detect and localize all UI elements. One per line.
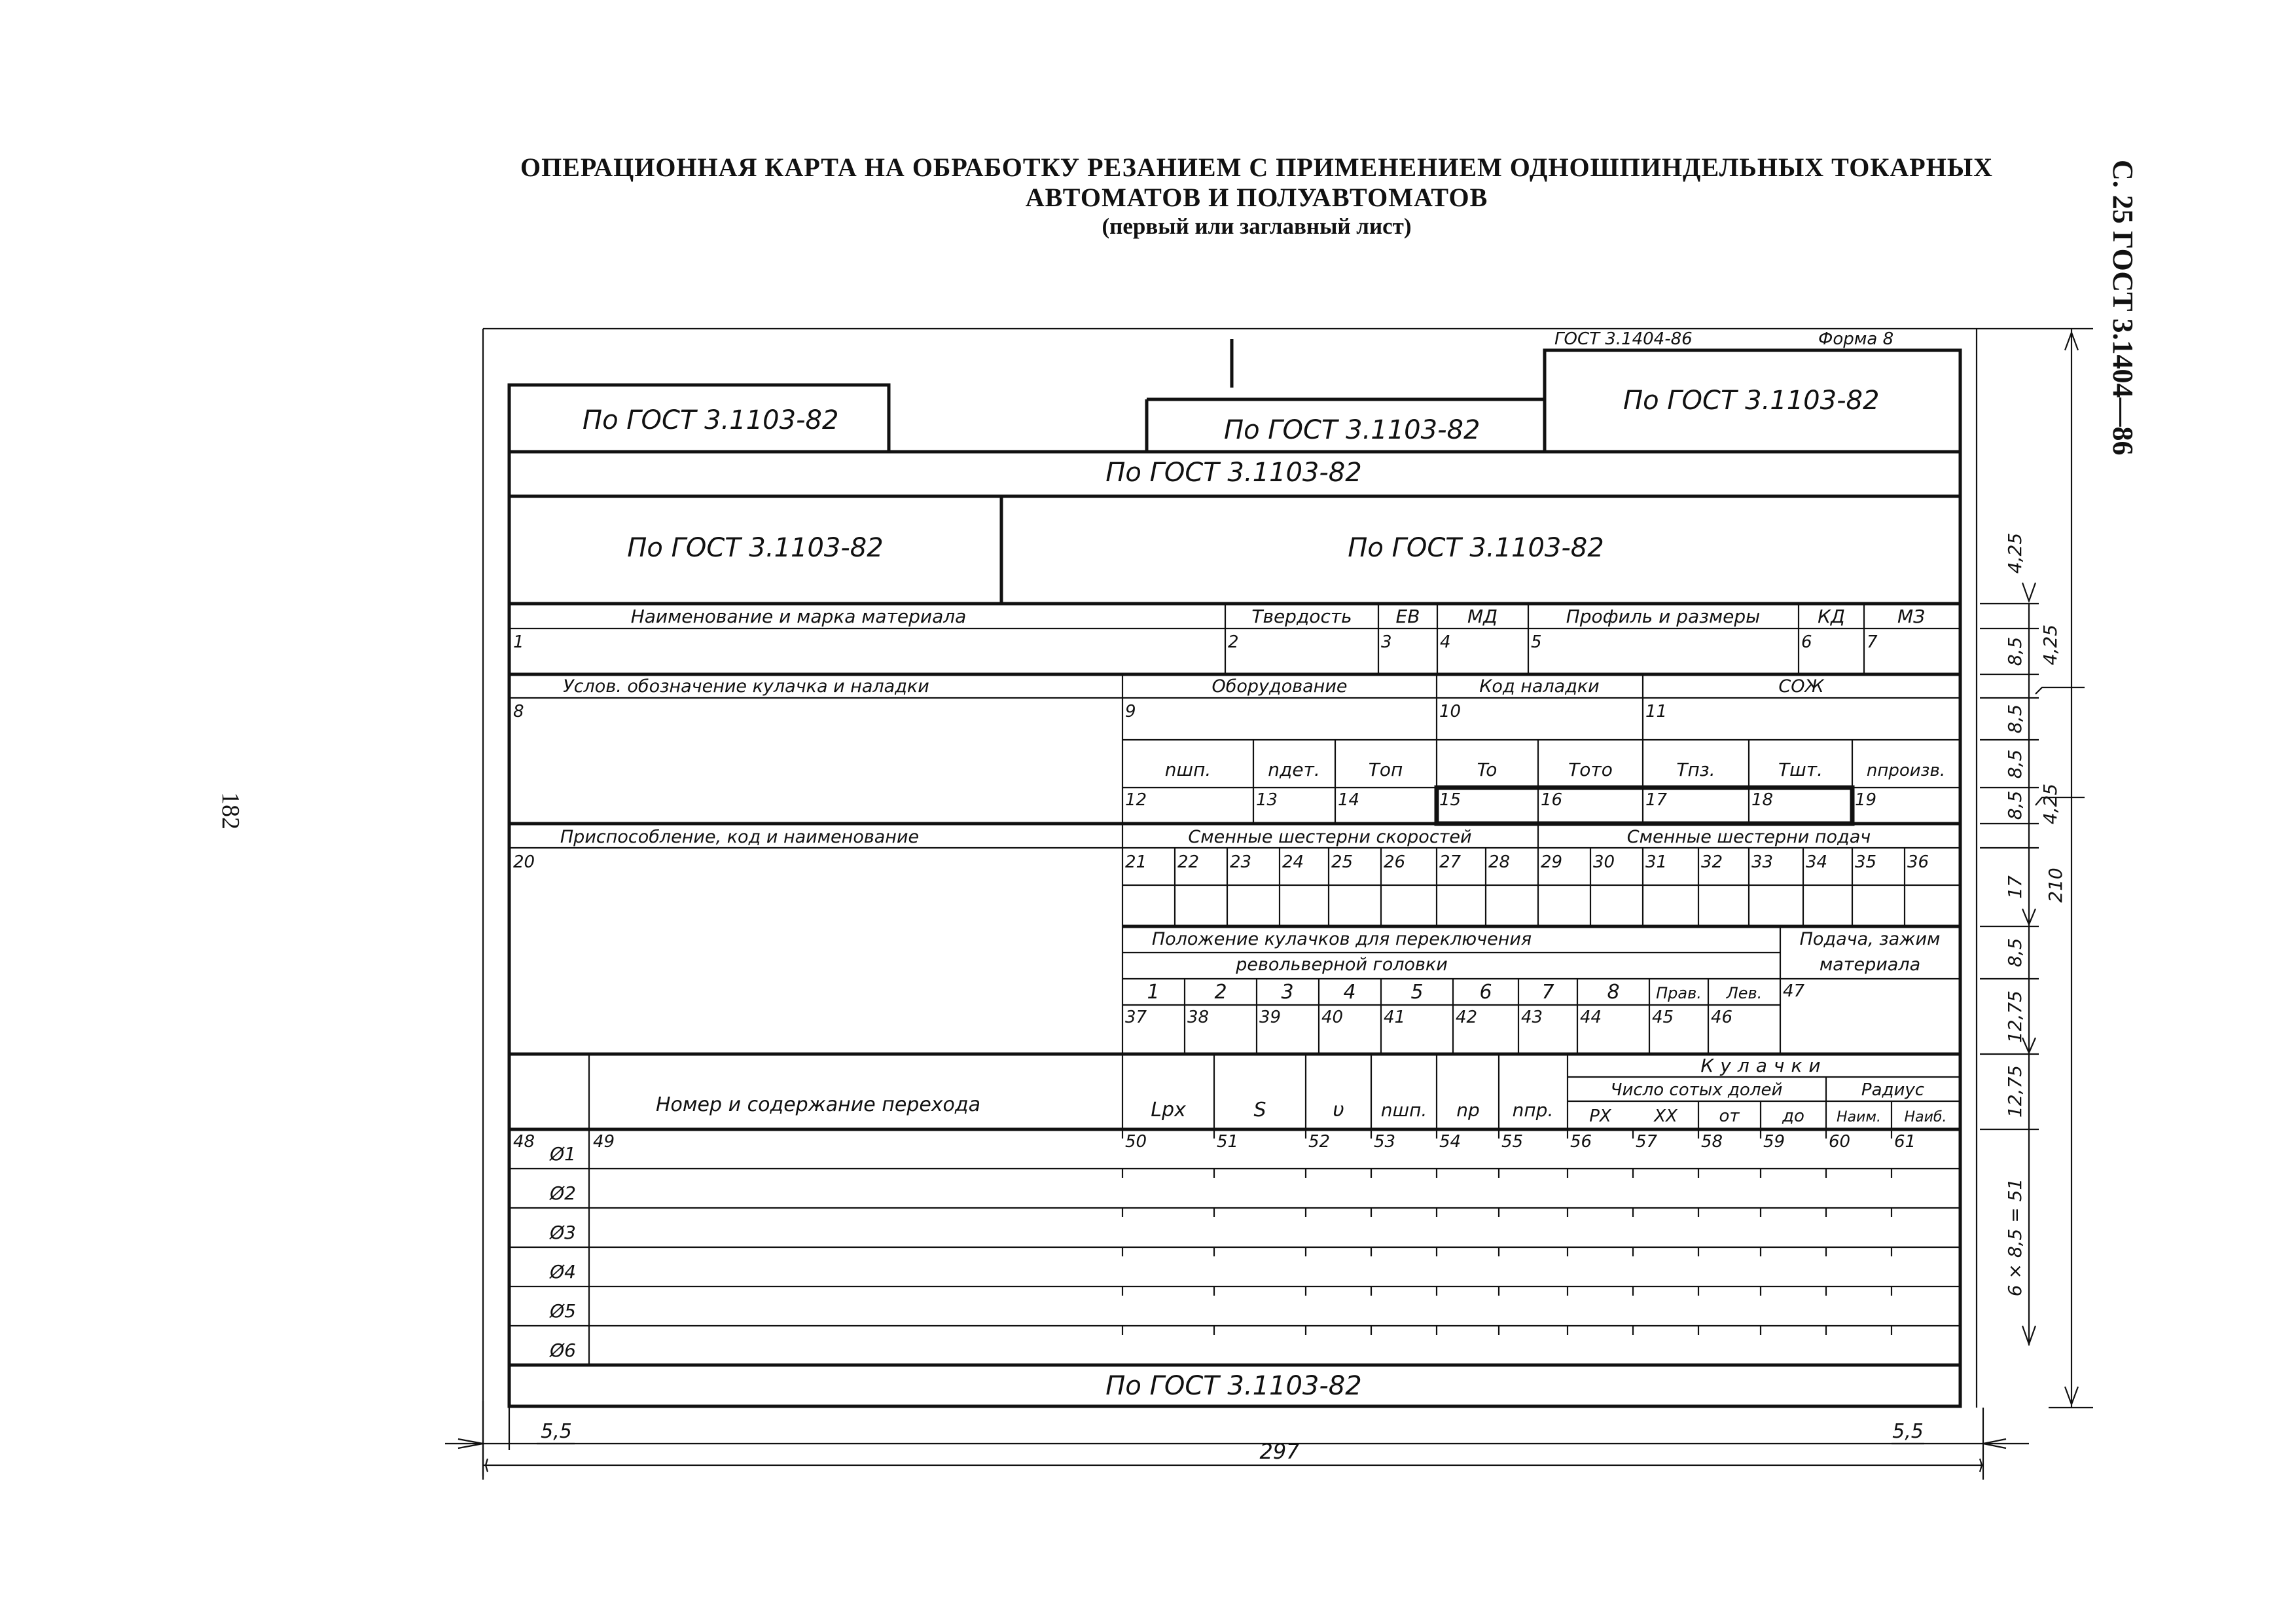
- field-number-33: 33: [1751, 852, 1774, 872]
- n-proizv-header: nпроизв.: [1866, 761, 1946, 780]
- field-number-37: 37: [1125, 1008, 1147, 1027]
- dim-rows: 6 × 8,5 = 51: [2004, 1178, 2026, 1297]
- md-header: МД: [1467, 606, 1498, 627]
- dim-8-5-b: 8,5: [2004, 704, 2026, 734]
- transition-rows: [509, 1169, 1960, 1365]
- field-number-40: 40: [1321, 1008, 1344, 1027]
- from-header: от: [1719, 1106, 1740, 1126]
- n-pr-header: nпр.: [1512, 1099, 1554, 1121]
- field-number-43: 43: [1521, 1008, 1543, 1027]
- field-number-2: 2: [1228, 632, 1239, 652]
- standard-label: ГОСТ 3.1404-86: [1554, 329, 1693, 349]
- transition-row-label-6: Ø6: [550, 1340, 576, 1361]
- field-number-61: 61: [1894, 1132, 1916, 1152]
- field-number-13: 13: [1256, 790, 1278, 810]
- position-label-3: 3: [1281, 981, 1294, 1004]
- field-number-45: 45: [1652, 1008, 1674, 1027]
- field-number-12: 12: [1125, 790, 1147, 810]
- feed-clamp-header-2: материала: [1819, 955, 1921, 975]
- field-number-11: 11: [1645, 702, 1668, 721]
- transition-row-labels: [549, 1143, 576, 1361]
- hardness-header: Твердость: [1251, 606, 1352, 627]
- vertical-dimensions: [2004, 533, 2066, 1296]
- v-header: υ: [1333, 1099, 1344, 1122]
- mz-header: МЗ: [1897, 606, 1926, 627]
- t-oto-header: Tото: [1568, 759, 1613, 780]
- to-header: до: [1782, 1106, 1804, 1126]
- transition-row-label-3: Ø3: [550, 1222, 576, 1243]
- lpx-header: Lpx: [1151, 1099, 1186, 1122]
- field-number-38: 38: [1187, 1008, 1210, 1027]
- ref-text-6: По ГОСТ 3.1103-82: [1348, 533, 1604, 563]
- position-label-2: 2: [1214, 981, 1227, 1004]
- dim-12-75-b: 12,75: [2004, 1065, 2026, 1118]
- field-number-23: 23: [1230, 852, 1252, 872]
- feed-clamp-header-1: Подача, зажим: [1799, 929, 1941, 949]
- field-number-52: 52: [1308, 1132, 1331, 1152]
- field-number-32: 32: [1701, 852, 1723, 872]
- field-number-60: 60: [1829, 1132, 1851, 1152]
- dim-8-5-c: 8,5: [2004, 749, 2026, 779]
- position-label-1: 1: [1147, 981, 1160, 1004]
- field-number-25: 25: [1331, 852, 1354, 872]
- field-number-36: 36: [1907, 852, 1929, 872]
- ref-text-3: По ГОСТ 3.1103-82: [1623, 386, 1880, 416]
- field-number-56: 56: [1570, 1132, 1592, 1152]
- field-number-14: 14: [1338, 790, 1360, 810]
- field-number-16: 16: [1541, 790, 1563, 810]
- px-header: PX: [1589, 1106, 1611, 1126]
- position-label-4: 4: [1343, 981, 1356, 1004]
- field-number-47: 47: [1783, 981, 1805, 1001]
- s-header: S: [1253, 1099, 1266, 1122]
- kd-header: КД: [1818, 606, 1845, 627]
- transition-header: Номер и содержание перехода: [655, 1093, 981, 1116]
- field-number-49: 49: [593, 1132, 615, 1152]
- fixture-header: Приспособление, код и наименование: [560, 827, 920, 847]
- field-number-44: 44: [1580, 1008, 1602, 1027]
- equipment-header: Оборудование: [1211, 676, 1348, 697]
- field-number-55: 55: [1501, 1132, 1524, 1152]
- field-number-1: 1: [513, 632, 524, 652]
- document-title-line2: АВТОМАТОВ И ПОЛУАВТОМАТОВ: [1025, 183, 1488, 212]
- radius-min-header: Наим.: [1837, 1109, 1881, 1125]
- dim-4-25-c: 4,25: [2039, 783, 2061, 825]
- position-label-6: 6: [1479, 981, 1492, 1004]
- radius-header: Радиус: [1861, 1080, 1925, 1100]
- field-number-59: 59: [1763, 1132, 1785, 1152]
- position-label-10: Лев.: [1726, 984, 1763, 1002]
- field-number-51: 51: [1217, 1132, 1239, 1152]
- transition-row-label-5: Ø5: [550, 1300, 576, 1322]
- field-number-54: 54: [1439, 1132, 1462, 1152]
- ref-text-4: По ГОСТ 3.1103-82: [1105, 458, 1362, 488]
- dim-4-25-b: 4,25: [2039, 624, 2061, 666]
- field-number-7: 7: [1867, 632, 1878, 652]
- cam-header: Услов. обозначение кулачка и наладки: [563, 676, 929, 697]
- field-number-17: 17: [1645, 790, 1668, 810]
- dim-margin-left: 5,5: [541, 1420, 572, 1443]
- feed-gears-header: Сменные шестерни подач: [1626, 827, 1871, 847]
- ref-text-5: По ГОСТ 3.1103-82: [627, 533, 884, 563]
- t-o-header: To: [1477, 759, 1498, 780]
- xx-header: XX: [1654, 1106, 1677, 1126]
- coolant-header: СОЖ: [1778, 676, 1824, 697]
- field-number-50: 50: [1125, 1132, 1147, 1152]
- n-shp2-header: nшп.: [1380, 1099, 1427, 1121]
- field-number-48: 48: [513, 1132, 535, 1152]
- field-number-57: 57: [1636, 1132, 1658, 1152]
- field-number-8: 8: [513, 702, 524, 721]
- field-number-34: 34: [1806, 852, 1828, 872]
- field-number-53: 53: [1374, 1132, 1396, 1152]
- field-number-10: 10: [1439, 702, 1462, 721]
- field-number-28: 28: [1488, 852, 1511, 872]
- dim-17: 17: [2004, 875, 2026, 899]
- field-number-22: 22: [1177, 852, 1200, 872]
- field-number-4: 4: [1440, 632, 1451, 652]
- revolver-positions: [1147, 981, 1762, 1004]
- form-number-label: Форма 8: [1818, 329, 1894, 349]
- field-number-9: 9: [1125, 702, 1136, 721]
- t-sht-header: Tшт.: [1778, 759, 1823, 780]
- field-number-27: 27: [1439, 852, 1462, 872]
- page-number: 182: [217, 792, 244, 830]
- field-number-26: 26: [1384, 852, 1406, 872]
- t-op-header: Tоп: [1368, 759, 1403, 780]
- material-header: Наименование и марка материала: [630, 606, 967, 627]
- field-number-30: 30: [1593, 852, 1615, 872]
- n-det-header: nдет.: [1268, 759, 1320, 780]
- dim-8-5-a: 8,5: [2004, 636, 2026, 666]
- dim-8-5-d: 8,5: [2004, 790, 2026, 820]
- field-number-19: 19: [1855, 790, 1877, 810]
- ev-header: ЕВ: [1395, 606, 1420, 627]
- field-number-3: 3: [1381, 632, 1392, 652]
- document-title-line1: ОПЕРАЦИОННАЯ КАРТА НА ОБРАБОТКУ РЕЗАНИЕМ С ПРИМЕНЕНИЕМ ОДНОШПИНДЕЛЬНЫХ ТОКАРНЫХ: [520, 153, 1993, 182]
- radius-max-header: Наиб.: [1904, 1109, 1947, 1125]
- position-label-5: 5: [1410, 981, 1424, 1004]
- position-label-9: Прав.: [1656, 984, 1702, 1002]
- speed-gears-header: Сменные шестерни скоростей: [1188, 827, 1472, 847]
- position-label-7: 7: [1541, 981, 1554, 1004]
- dim-width: 297: [1259, 1439, 1300, 1464]
- n-shp-header: nшп.: [1164, 759, 1211, 780]
- field-number-29: 29: [1541, 852, 1563, 872]
- dim-8-5-e: 8,5: [2004, 938, 2026, 968]
- setup-code-header: Код наладки: [1479, 676, 1600, 697]
- transition-row-label-2: Ø2: [550, 1182, 576, 1204]
- n-p-header: np: [1456, 1099, 1480, 1121]
- hundredths-header: Число сотых долей: [1610, 1080, 1783, 1100]
- dim-margin-right: 5,5: [1892, 1420, 1924, 1443]
- field-number-39: 39: [1259, 1008, 1282, 1027]
- ref-text-bottom: По ГОСТ 3.1103-82: [1105, 1371, 1362, 1401]
- field-number-35: 35: [1855, 852, 1877, 872]
- field-number-24: 24: [1282, 852, 1304, 872]
- ref-text-2: По ГОСТ 3.1103-82: [1224, 415, 1480, 445]
- transition-row-label-4: Ø4: [550, 1261, 576, 1283]
- field-number-42: 42: [1456, 1008, 1478, 1027]
- field-number-5: 5: [1531, 632, 1542, 652]
- dim-210: 210: [2045, 867, 2066, 903]
- field-number-20: 20: [513, 852, 535, 872]
- cam-position-header-2: револьверной головки: [1236, 955, 1448, 975]
- dim-12-75-a: 12,75: [2004, 990, 2026, 1044]
- field-number-6: 6: [1801, 632, 1812, 652]
- dim-4-25-a: 4,25: [2004, 532, 2026, 574]
- field-number-46: 46: [1711, 1008, 1733, 1027]
- ref-text-1: По ГОСТ 3.1103-82: [583, 405, 839, 435]
- profile-header: Профиль и размеры: [1566, 606, 1761, 627]
- document-subtitle: (первый или заглавный лист): [1102, 213, 1412, 239]
- cams-header: Кулачки: [1700, 1055, 1827, 1076]
- transition-row-label-1: Ø1: [550, 1143, 576, 1165]
- dimension-lines: [445, 329, 2093, 1480]
- field-number-21: 21: [1125, 852, 1147, 872]
- position-label-8: 8: [1607, 981, 1620, 1004]
- field-number-58: 58: [1701, 1132, 1723, 1152]
- field-number-41: 41: [1384, 1008, 1406, 1027]
- field-number-31: 31: [1645, 852, 1668, 872]
- field-number-15: 15: [1439, 790, 1462, 810]
- cam-position-header-1: Положение кулачков для переключения: [1151, 929, 1532, 949]
- field-number-18: 18: [1751, 790, 1774, 810]
- page-side-label: С. 25 ГОСТ 3.1404—86: [2107, 160, 2139, 456]
- t-pz-header: Tпз.: [1676, 759, 1715, 780]
